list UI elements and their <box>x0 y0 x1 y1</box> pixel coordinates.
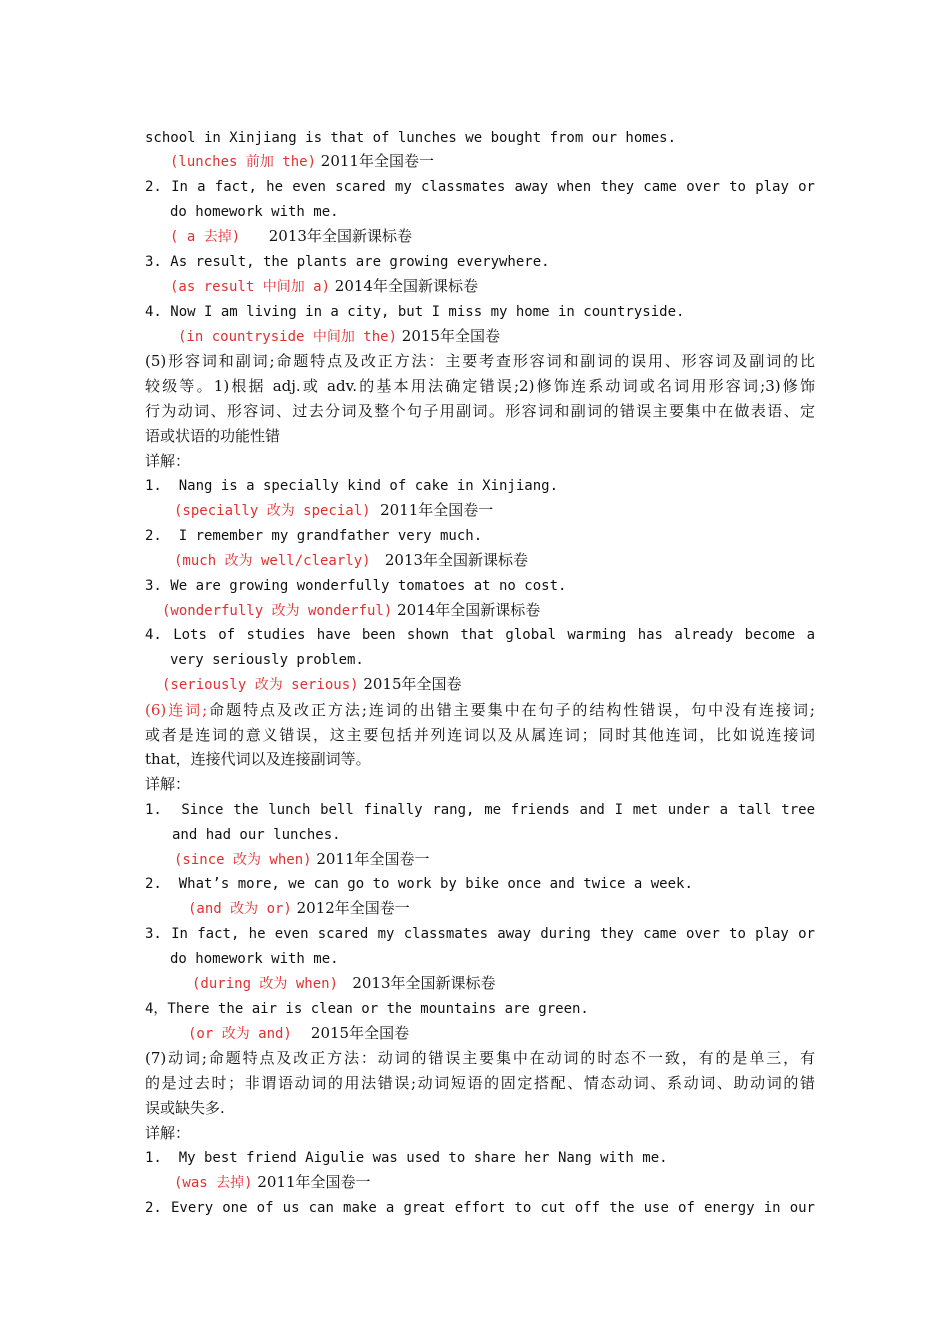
source-note: 2015年全国卷 <box>358 675 462 693</box>
correction-line <box>170 224 840 248</box>
correction-line <box>170 274 840 298</box>
text-line: 较级等。1)根据 adj.或 adv.的基本用法确定错误;2)修饰连系动词或名词用形容词;3)修饰 <box>145 377 815 395</box>
correction-line <box>178 324 848 348</box>
text-line: 1. Since the lunch bell finally rang, me friends and I met under a tall tree <box>145 802 815 818</box>
correction-note: (specially 改为 special) <box>174 503 371 519</box>
text-line: 1. Nang is a specially kind of cake in Xinjiang. <box>145 478 559 494</box>
text-line: 误或缺失多. <box>145 1099 225 1117</box>
correction-line <box>174 498 844 522</box>
correction-note: (much 改为 well/clearly) <box>174 553 371 569</box>
source-note: 2011年全国卷一 <box>252 1173 371 1191</box>
section-heading-red: (6)连词; <box>145 701 208 719</box>
correction-line <box>188 1021 858 1045</box>
text-line: 2. I remember my grandfather very much. <box>145 528 483 544</box>
correction-note: (as result 中间加 a) <box>170 279 331 295</box>
correction-line <box>174 1170 844 1194</box>
source-note: 2011年全国卷一 <box>316 152 434 170</box>
text-line: 1. My best friend Aigulie was used to share her Nang with me. <box>145 1150 668 1166</box>
source-note: 2015年全国卷 <box>291 1024 410 1042</box>
correction-line <box>192 971 862 995</box>
source-note: 2011年全国卷一 <box>370 501 494 519</box>
text-line: that，连接代词以及连接副词等。 <box>145 750 371 768</box>
section-label: 详解： <box>145 775 191 793</box>
correction-note: (during 改为 when) <box>192 976 339 992</box>
text-line: 4. Now I am living in a city, but I miss my home in countryside. <box>145 304 685 320</box>
correction-note: (or 改为 and) <box>188 1026 292 1042</box>
text-line: 语或状语的功能性错 <box>145 427 281 445</box>
text-line: 2. What’s more, we can go to work by bike once and twice a week. <box>145 876 693 892</box>
text-line: 的是过去时；非谓语动词的用法错误;动词短语的固定搭配、情态动词、系动词、助动词的错 <box>145 1074 815 1092</box>
text-line: 行为动词、形容词、过去分词及整个句子用副词。形容词和副词的错误主要集中在做表语、定 <box>145 402 815 420</box>
correction-line <box>170 149 840 173</box>
section-label: 详解： <box>145 452 191 470</box>
text-line: (5)形容词和副词;命题特点及改正方法：主要考查形容词和副词的误用、形容词及副词的比 <box>145 352 815 370</box>
text-line: do homework with me. <box>170 951 339 967</box>
source-note: 2015年全国卷 <box>397 327 500 345</box>
correction-note: (was 去掉) <box>174 1175 253 1191</box>
correction-note: ( a 去掉) <box>170 229 241 245</box>
text-line: do homework with me. <box>170 204 339 220</box>
text-line: 3. As result, the plants are growing everywhere. <box>145 254 550 270</box>
correction-note: (seriously 改为 serious) <box>162 677 359 693</box>
section-label: 详解： <box>145 1124 191 1142</box>
source-note: 2013年全国新课标卷 <box>240 227 412 245</box>
text-line: 2. Every one of us can make a great effort to cut off the use of energy in our <box>145 1200 815 1216</box>
text-line: 2. In a fact, he even scared my classmates away when they came over to play or <box>145 179 815 195</box>
correction-note: (wonderfully 改为 wonderful) <box>162 603 393 619</box>
text-line: 3. We are growing wonderfully tomatoes at no cost. <box>145 578 567 594</box>
correction-line <box>188 896 858 920</box>
correction-line <box>174 548 844 572</box>
text-line: (7)动词;命题特点及改正方法：动词的错误主要集中在动词的时态不一致，有的是单三，有 <box>145 1049 815 1067</box>
correction-line <box>162 672 832 696</box>
text-line: 或者是连词的意义错误，这主要包括并列连词以及从属连词；同时其他连词，比如说连接词 <box>145 726 815 744</box>
text-line: 4. Lots of studies have been shown that global warming has already become a <box>145 627 815 643</box>
text-line: 4，There the air is clean or the mountains are green. <box>145 1001 589 1017</box>
text-line: 3. In fact, he even scared my classmates away during they came over to play or <box>145 926 815 942</box>
text-line: and had our lunches. <box>172 827 341 843</box>
text-line: (6)连词;命题特点及改正方法;连词的出错主要集中在句子的结构性错误，句中没有连接词; <box>145 701 815 719</box>
correction-note: (since 改为 when) <box>174 852 312 868</box>
source-note: 2013年全国新课标卷 <box>338 974 496 992</box>
correction-note: (in countryside 中间加 the) <box>178 329 398 345</box>
text-line: very seriously problem. <box>170 652 364 668</box>
source-note: 2014年全国新课标卷 <box>392 601 541 619</box>
correction-line <box>174 847 844 871</box>
correction-note: (lunches 前加 the) <box>170 154 317 170</box>
source-note: 2014年全国新课标卷 <box>330 277 478 295</box>
source-note: 2012年全国卷一 <box>291 899 410 917</box>
correction-note: (and 改为 or) <box>188 901 292 917</box>
source-note: 2013年全国新课标卷 <box>370 551 529 569</box>
text-line: school in Xinjiang is that of lunches we bought from our homes. <box>145 130 677 146</box>
source-note: 2011年全国卷一 <box>311 850 430 868</box>
correction-line <box>162 598 832 622</box>
